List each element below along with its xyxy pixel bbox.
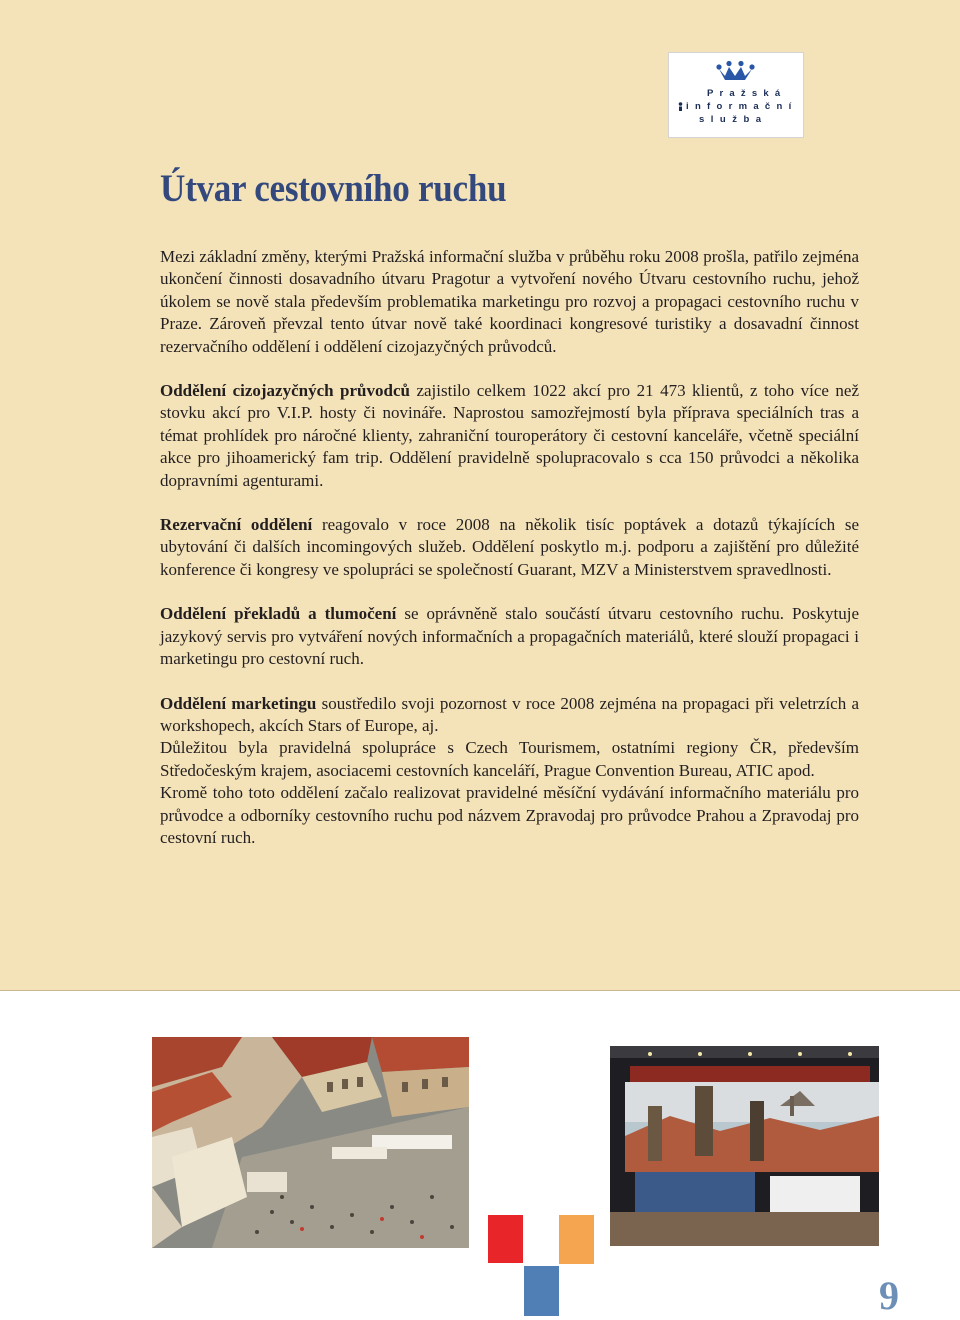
crown-icon	[715, 60, 759, 84]
guides-text: zajistilo celkem 1022 akcí pro 21 473 klientů, z toho více než stovku akcí pro V.I.P. hosty či novináře. Naprostou samozřejmostí byla příprava speciálních tras a témat prohlídek pro náročné klienty, zahraniční touroperátory či cestovní kanceláře, včetně speciální akce pro jihoamerický fam trip. Oddělení pravidelně spolupracovalo s cca 150 průvodci a několika dopravními agenturami.	[160, 381, 859, 490]
guides-heading: Oddělení cizojazyčných průvodců	[160, 381, 410, 401]
paragraph-translations	[160, 603, 859, 670]
reservations-text: reagovalo v roce 2008 na několik tisíc poptávek a dotazů týkajících se ubytování či dalších incomingových služeb. Oddělení poskytlo m.j. podporu a zajištění pro důležité konference či kongresy ve spolupráci se společností Guarant, MZV a Ministerstvem spravedlnosti.	[160, 515, 859, 579]
marketing-text: soustředilo svoji pozornost v roce 2008 zejména na propagaci při veletrzích a workshopech, akcích Stars of Europe, aj.	[160, 693, 860, 735]
page-title: Útvar cestovního ruchu	[160, 167, 507, 210]
paragraph-marketing	[160, 693, 859, 738]
old-town-square-photo	[152, 1037, 469, 1248]
translations-heading: Oddělení překladů a tlumočení	[160, 604, 397, 624]
decor-square-blue	[524, 1266, 559, 1316]
article-body	[160, 246, 859, 849]
paragraph-guides	[160, 380, 859, 492]
translations-text: se oprávněně stalo součástí útvaru cestovního ruchu. Poskytuje jazykový servis pro vytváření nových informačních a propagačních materiálů, které slouží propagaci i marketingu pro cestovní ruch.	[160, 604, 860, 669]
paragraph-intro: Mezi základní změny, kterými Pražská informační služba v průběhu roku 2008 prošla, patřilo zejména ukončení činnosti dosavadního útvaru Pragotur a vytvoření nového Útvaru cestovního ruchu, jehož úkolem se nově stala především problematika marketingu pro rozvoj a propagaci cestovního ruchu v Praze. Zároveň převzal tento útvar nově také koordinaci kongresové turistiky a dosavadní činnost rezervačního oddělení i oddělení cizojazyčných průvodců.	[160, 247, 859, 356]
paragraph-cooperation: Důležitou byla pravidelná spolupráce s Czech Tourismem, ostatními regiony ČR, především Středočeským krajem, asociacemi cestovních kanceláří, Prague Convention Bureau, ATIC apod.	[160, 738, 859, 780]
logo-text-sluzba: služba	[699, 114, 768, 125]
trade-fair-booth-photo	[610, 1046, 879, 1246]
info-dot-icon	[677, 102, 684, 111]
paragraph-reservations	[160, 514, 859, 581]
decor-square-orange	[559, 1215, 594, 1264]
marketing-heading: Oddělení marketingu	[160, 693, 317, 713]
decor-square-red	[488, 1215, 523, 1263]
logo-text-informacni: informační	[686, 101, 798, 112]
page-number: 9	[879, 1273, 899, 1318]
reservations-heading: Rezervační oddělení	[160, 515, 313, 535]
logo	[668, 52, 804, 138]
logo-text-prazska: Pražská	[707, 88, 787, 99]
paragraph-newsletter: Kromě toho toto oddělení začalo realizovat pravidelné měsíční vydávání informačního materiálu pro průvodce a odborníky cestovního ruchu pod názvem Zpravodaj pro průvodce Prahou a Zpravodaj pro cestovní ruch.	[160, 783, 859, 847]
